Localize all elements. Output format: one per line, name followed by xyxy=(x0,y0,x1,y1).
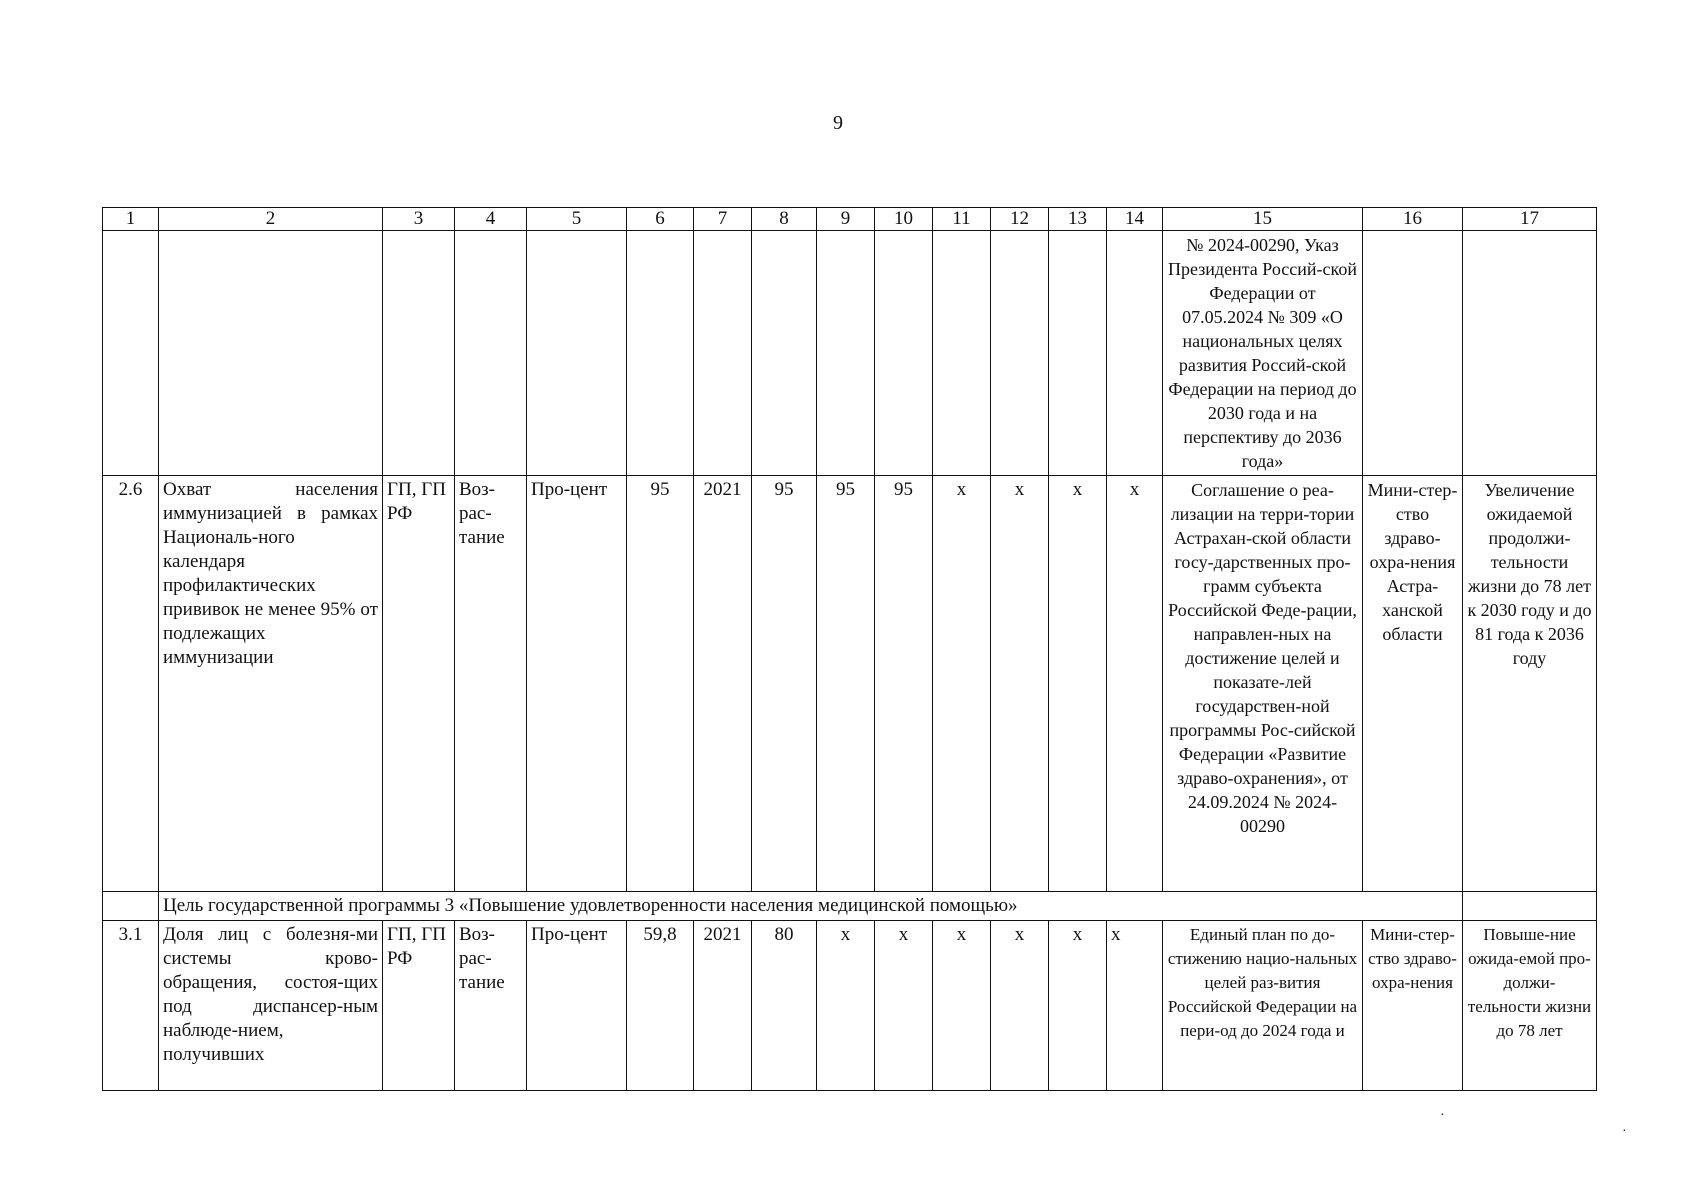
column-header: 13 xyxy=(1049,208,1107,231)
continuation-row xyxy=(103,231,1597,476)
empty-cell xyxy=(1363,231,1463,476)
column-header: 17 xyxy=(1463,208,1597,231)
column-header: 16 xyxy=(1363,208,1463,231)
value-col-13: х xyxy=(1049,921,1107,1091)
responsible-body: Мини-стер-ство здраво-охра-нения Астра-ханской области xyxy=(1363,476,1463,892)
empty-cell xyxy=(1463,231,1597,476)
empty-cell xyxy=(933,231,991,476)
indicator-unit: Про-цент xyxy=(527,921,627,1091)
indicator-level: ГП, ГП РФ xyxy=(383,921,455,1091)
row-number: 2.6 xyxy=(103,476,159,892)
value-col-8: 95 xyxy=(752,476,817,892)
column-header: 6 xyxy=(627,208,694,231)
empty-cell xyxy=(159,231,383,476)
column-header: 11 xyxy=(933,208,991,231)
value-col-10: 95 xyxy=(875,476,933,892)
basis-document: Единый план по до-стижению нацио-нальных целей раз-вития Российской Федерации на пери-од до 2024 года и xyxy=(1163,921,1363,1091)
responsible-body: Мини-стер-ство здраво-охра-нения xyxy=(1363,921,1463,1091)
base-year: 2021 xyxy=(694,476,752,892)
value-col-10: х xyxy=(875,921,933,1091)
empty-cell xyxy=(527,231,627,476)
empty-cell xyxy=(627,231,694,476)
linked-national-goal: Увеличение ожидаемой продолжи-тельности жизни до 78 лет к 2030 году и до 81 года к 2036 году xyxy=(1463,476,1597,892)
empty-cell xyxy=(103,892,159,921)
empty-cell xyxy=(991,231,1049,476)
base-year: 2021 xyxy=(694,921,752,1091)
indicator-row-2-6 xyxy=(103,476,1597,892)
empty-cell xyxy=(694,231,752,476)
continued-document-text: № 2024-00290, Указ Президента Россий-ской Федерации от 07.05.2024 № 309 «О национальных целях развития Россий-ской Федерации на период до 2030 года и на перспективу до 2036 года» xyxy=(1163,231,1363,476)
value-col-8: 80 xyxy=(752,921,817,1091)
program-goal-3-title: Цель государственной программы 3 «Повышение удовлетворенности населения медицинской помощью» xyxy=(159,892,1463,921)
indicator-trend: Воз-рас-тание xyxy=(455,921,527,1091)
linked-national-goal: Повыше-ние ожида-емой про-должи-тельности жизни до 78 лет xyxy=(1463,921,1597,1091)
scan-speck: · xyxy=(1622,1124,1627,1139)
value-col-13: х xyxy=(1049,476,1107,892)
indicator-trend: Воз-рас-тание xyxy=(455,476,527,892)
indicator-name: Охват населения иммунизацией в рамках Националь-ного календаря профилактических прививок не менее 95% от подлежащих иммунизации xyxy=(159,476,383,892)
base-value: 59,8 xyxy=(627,921,694,1091)
empty-cell xyxy=(1049,231,1107,476)
value-col-11: х xyxy=(933,921,991,1091)
row-number: 3.1 xyxy=(103,921,159,1091)
empty-cell xyxy=(383,231,455,476)
column-header: 5 xyxy=(527,208,627,231)
value-col-12: х xyxy=(991,921,1049,1091)
page-number: 9 xyxy=(833,112,843,134)
value-col-12: х xyxy=(991,476,1049,892)
empty-cell xyxy=(752,231,817,476)
value-col-14: х xyxy=(1107,476,1163,892)
empty-cell xyxy=(103,231,159,476)
column-header: 3 xyxy=(383,208,455,231)
value-col-14: х xyxy=(1107,921,1163,1091)
indicators-table xyxy=(102,207,1597,1091)
column-header: 7 xyxy=(694,208,752,231)
empty-cell xyxy=(455,231,527,476)
indicator-unit: Про-цент xyxy=(527,476,627,892)
column-header: 4 xyxy=(455,208,527,231)
column-header: 9 xyxy=(817,208,875,231)
column-header: 12 xyxy=(991,208,1049,231)
indicator-row-3-1 xyxy=(103,921,1597,1091)
indicator-level: ГП, ГП РФ xyxy=(383,476,455,892)
column-header: 2 xyxy=(159,208,383,231)
column-header: 10 xyxy=(875,208,933,231)
program-goal-row xyxy=(103,892,1597,921)
empty-cell xyxy=(1463,892,1597,921)
column-number-row xyxy=(103,208,1597,231)
scan-speck: · xyxy=(1440,1108,1445,1123)
column-header: 14 xyxy=(1107,208,1163,231)
indicator-name: Доля лиц с болезня-ми системы крово-обращения, состоя-щих под диспансер-ным наблюде-нием, получивших xyxy=(159,921,383,1091)
empty-cell xyxy=(817,231,875,476)
value-col-9: х xyxy=(817,921,875,1091)
value-col-11: х xyxy=(933,476,991,892)
basis-document: Соглашение о реа-лизации на терри-тории Астрахан-ской области госу-дарственных про-грамм субъекта Российской Феде-рации, направлен-ных на достижение целей и показате-лей государствен-ной программы Рос-сийской Федерации «Развитие здраво-охранения», от 24.09.2024 № 2024-00290 xyxy=(1163,476,1363,892)
column-header: 1 xyxy=(103,208,159,231)
column-header: 8 xyxy=(752,208,817,231)
value-col-9: 95 xyxy=(817,476,875,892)
empty-cell xyxy=(1107,231,1163,476)
base-value: 95 xyxy=(627,476,694,892)
column-header: 15 xyxy=(1163,208,1363,231)
empty-cell xyxy=(875,231,933,476)
